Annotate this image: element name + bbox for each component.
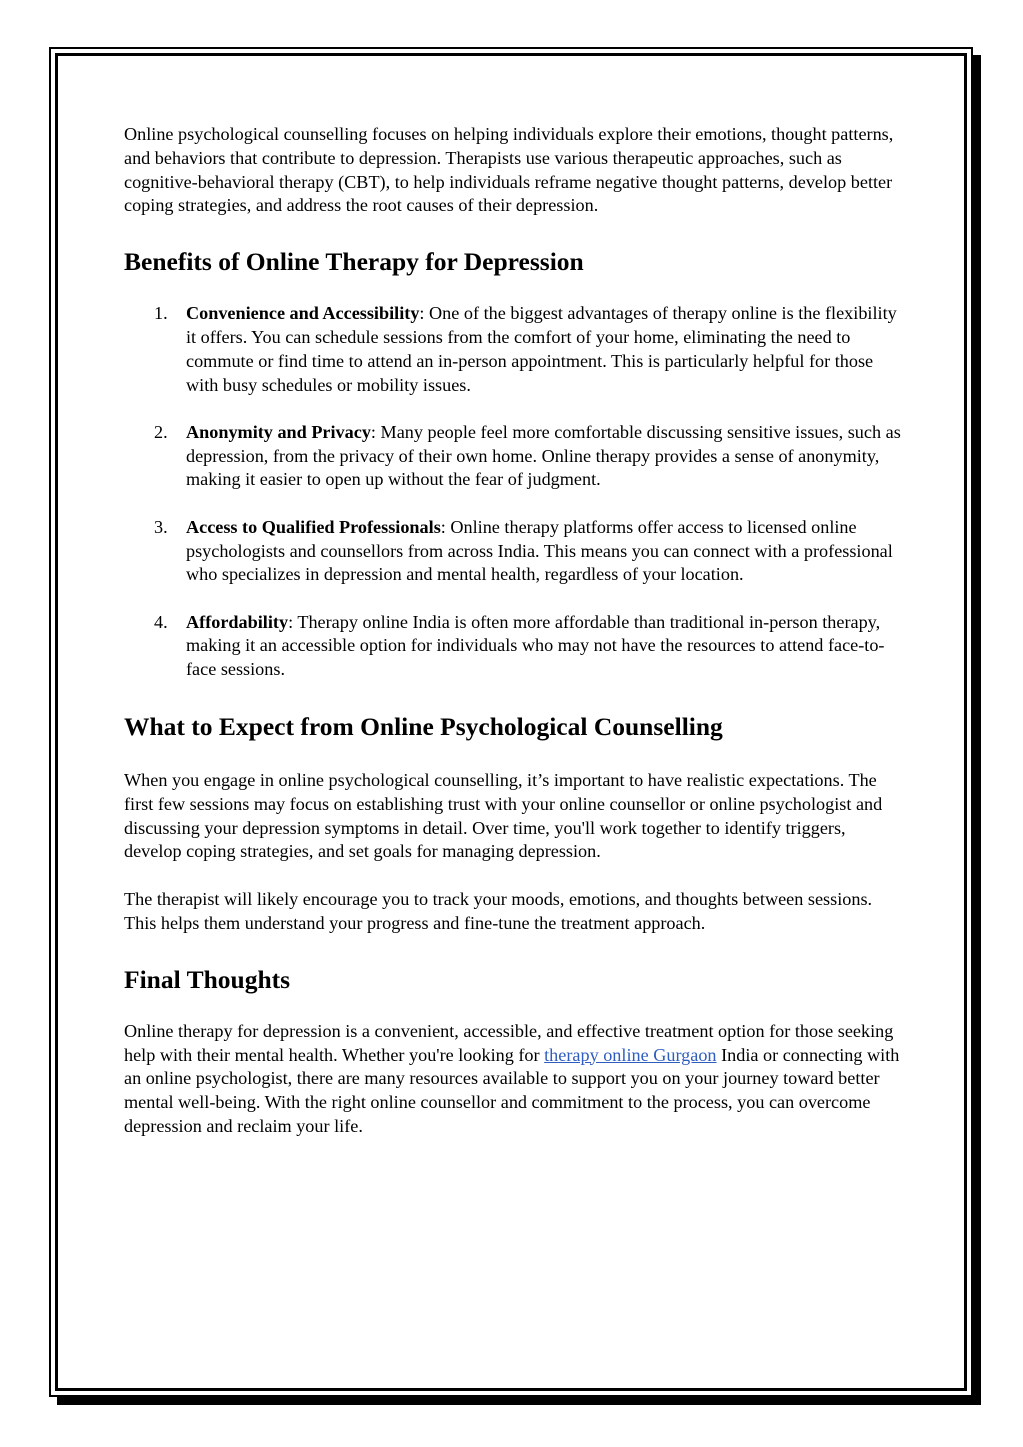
intro-paragraph: Online psychological counselling focuses on helping individuals explore their emotions, thought patterns, and behaviors that contribute to depression. Therapists use various therapeutic approaches, such as cognitive-behavioral therapy (CBT), to help individuals reframe negative thought patterns, develop better coping strategies, and address the root causes of their depression. (124, 124, 894, 216)
benefit-title: Access to Qualified Professionals (186, 516, 441, 537)
final-text-after-link: India or connecting with an online psychologist, there are many resources available to support you on your journey toward better mental well-being. With the right online counsellor and commitment to the process, you can overcome depression and reclaim your life. (124, 1044, 900, 1137)
list-number: 1. (154, 303, 168, 324)
benefit-text: : Online therapy platforms offer access to licensed online psychologists and counsellors from across India. This means you can connect with a professional who specializes in depression and mental health, regardless of your location. (186, 516, 893, 585)
list-number: 3. (154, 516, 168, 537)
list-number: 4. (154, 611, 168, 632)
benefit-title: Affordability (186, 611, 289, 632)
benefit-text: : Many people feel more comfortable discussing sensitive issues, such as depression, from the privacy of their own home. Online therapy provides a sense of anonymity, making it easier to open up without the fear of judgment. (186, 421, 901, 490)
benefits-heading: Benefits of Online Therapy for Depression (124, 247, 584, 277)
benefit-title: Convenience and Accessibility (186, 303, 420, 324)
benefit-item-anonymity (124, 421, 906, 492)
document-content (124, 123, 904, 1139)
benefit-item-professionals (124, 516, 906, 587)
expect-paragraph-2: The therapist will likely encourage you to track your moods, emotions, and thoughts between sessions. This helps them understand your progress and fine-tune the treatment approach. (124, 889, 873, 934)
list-number: 2. (154, 421, 168, 442)
final-paragraph (124, 1020, 904, 1139)
final-text-before-link: Online therapy for depression is a convenient, accessible, and effective treatment option for those seeking help with their mental health. Whether you're looking for (124, 1020, 894, 1065)
benefit-title: Anonymity and Privacy (186, 421, 371, 442)
final-heading: Final Thoughts (124, 964, 291, 994)
benefit-text: : Therapy online India is often more affordable than traditional in-person therapy, making it an accessible option for individuals who may not have the resources to attend face-to-face sessions. (186, 611, 885, 680)
benefit-item-convenience (124, 302, 906, 397)
benefit-text: : One of the biggest advantages of therapy online is the flexibility it offers. You can schedule sessions from the comfort of your home, eliminating the need to commute or find time to attend an in-person appointment. This is particularly helpful for those with busy schedules or mobility issues. (186, 303, 897, 395)
expect-paragraph-1: When you engage in online psychological counselling, it’s important to have realistic expectations. The first few sessions may focus on establishing trust with your online counsellor or online psychologist and discussing your depression symptoms in detail. Over time, you'll work together to identify triggers, develop coping strategies, and set goals for managing depression. (124, 770, 883, 862)
benefits-list (124, 302, 904, 682)
benefit-item-affordability (124, 611, 906, 682)
therapy-online-gurgaon-link[interactable]: therapy online Gurgaon (544, 1044, 717, 1065)
expect-heading: What to Expect from Online Psychological Counselling (124, 712, 723, 742)
